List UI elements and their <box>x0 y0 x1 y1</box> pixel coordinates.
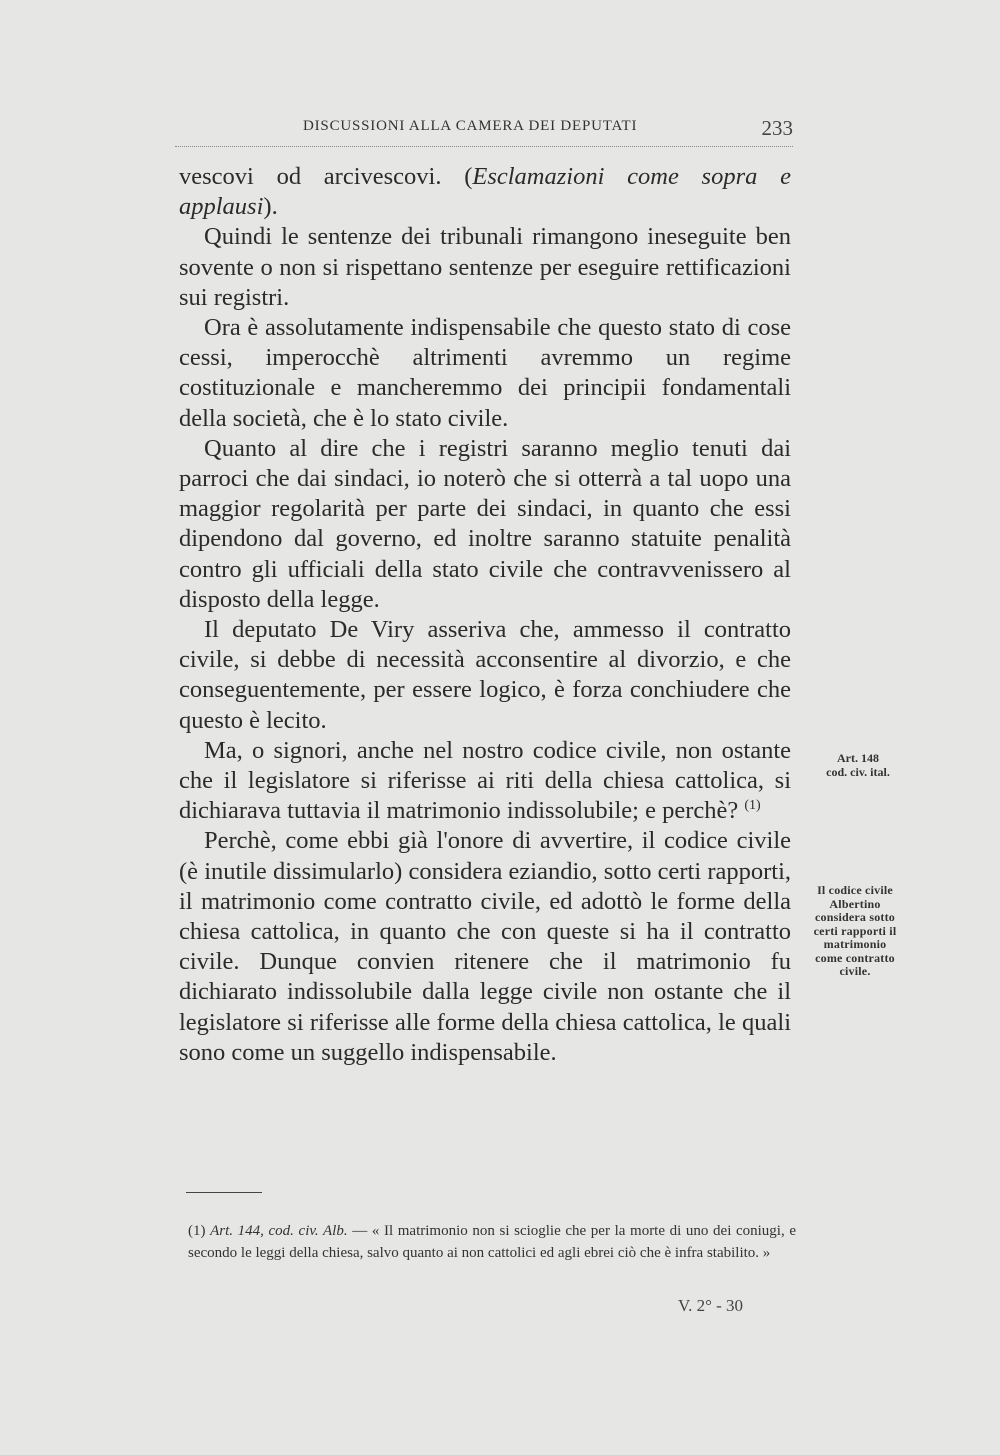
printer-signature: V. 2° - 30 <box>678 1296 744 1315</box>
paragraph-6-text: Ma, o signori, anche nel nostro codice civile, non ostante che il legislatore si riferisse ai riti della chiesa cattolica, si dichiarava tuttavia il matrimonio indissolubile; e perchè? <box>179 736 791 825</box>
margin-note-summary: Il codice civile Albertino considera sotto certi rapporti il matrimonio come contratto civile. <box>813 883 897 978</box>
paragraph-7: Perchè, come ebbi già l'onore di avvertire, il codice civile (è inutile dissimularlo) considera eziandio, sotto certi rapporti, il matrimonio come contratto civile, ed adottò le forme della chiesa cattolica, in quanto che con queste si ha il contratto civile. Dunque convien ritenere che il matrimonio fu dichiarato indissolubile dalla legge civile non ostante che il legislatore si riferisse alle forme della chiesa cattolica, le quali sono come un suggello indispensabile. <box>179 827 791 1066</box>
margin-note-article-line-1: Art. 148 <box>837 751 879 765</box>
paragraph-2: Quindi le sentenze dei tribunali rimangono ineseguite ben sovente o non si rispettano sentenze per eseguire rettificazioni sui registri. <box>179 223 791 311</box>
footnote-divider <box>186 1192 262 1193</box>
page-number: 233 <box>761 116 793 140</box>
footnote-marker: (1) <box>188 1223 206 1239</box>
paragraph-5: Il deputato De Viry asseriva che, ammesso il contratto civile, si debbe di necessità acconsentire al divorzio, e che conseguentemente, per essere logico, è forza conchiudere che questo è lecito. <box>179 616 791 734</box>
paragraph-3: Ora è assolutamente indispensabile che questo stato di cose cessi, imperocchè altrimenti avremmo un regime costituzionale e mancheremmo dei principii fondamentali della società, che è lo stato civile. <box>179 314 791 432</box>
running-head <box>175 116 793 147</box>
stage-direction: Esclamazioni come sopra e applausi <box>179 163 791 221</box>
main-text <box>179 162 791 1068</box>
margin-note-article <box>812 752 904 779</box>
footnote-reference[interactable]: (1) <box>744 798 761 814</box>
running-title: DISCUSSIONI ALLA CAMERA DEI DEPUTATI <box>303 118 638 134</box>
paragraph-1-end: ). <box>263 193 278 221</box>
paragraph-4: Quanto al dire che i registri saranno meglio tenuti dai parroci che dai sindaci, io noterò che si otterrà a tal uopo una maggior regolarità per parte dei sindaci, in quanto che essi dipendono dal governo, ed inoltre saranno statuite penalità contro gli ufficiali della stato civile che contravvenissero al disposto della legge. <box>179 434 791 613</box>
margin-note-article-line-2: cod. civ. ital. <box>826 764 890 779</box>
footnote-text: — « Il matrimonio non si scioglie che per la morte di uno dei coniugi, e secondo le leggi della chiesa, salvo quanto ai non cattolici ed agli ebrei ciò che è infra stabilito. » <box>188 1223 796 1261</box>
paragraph-6 <box>179 736 791 827</box>
paragraph-1-text: vescovi od arcivescovi. ( <box>179 163 473 190</box>
footnote <box>188 1220 796 1264</box>
paragraph-1 <box>179 162 791 222</box>
footnote-citation: Art. 144, cod. civ. Alb. <box>210 1223 348 1239</box>
